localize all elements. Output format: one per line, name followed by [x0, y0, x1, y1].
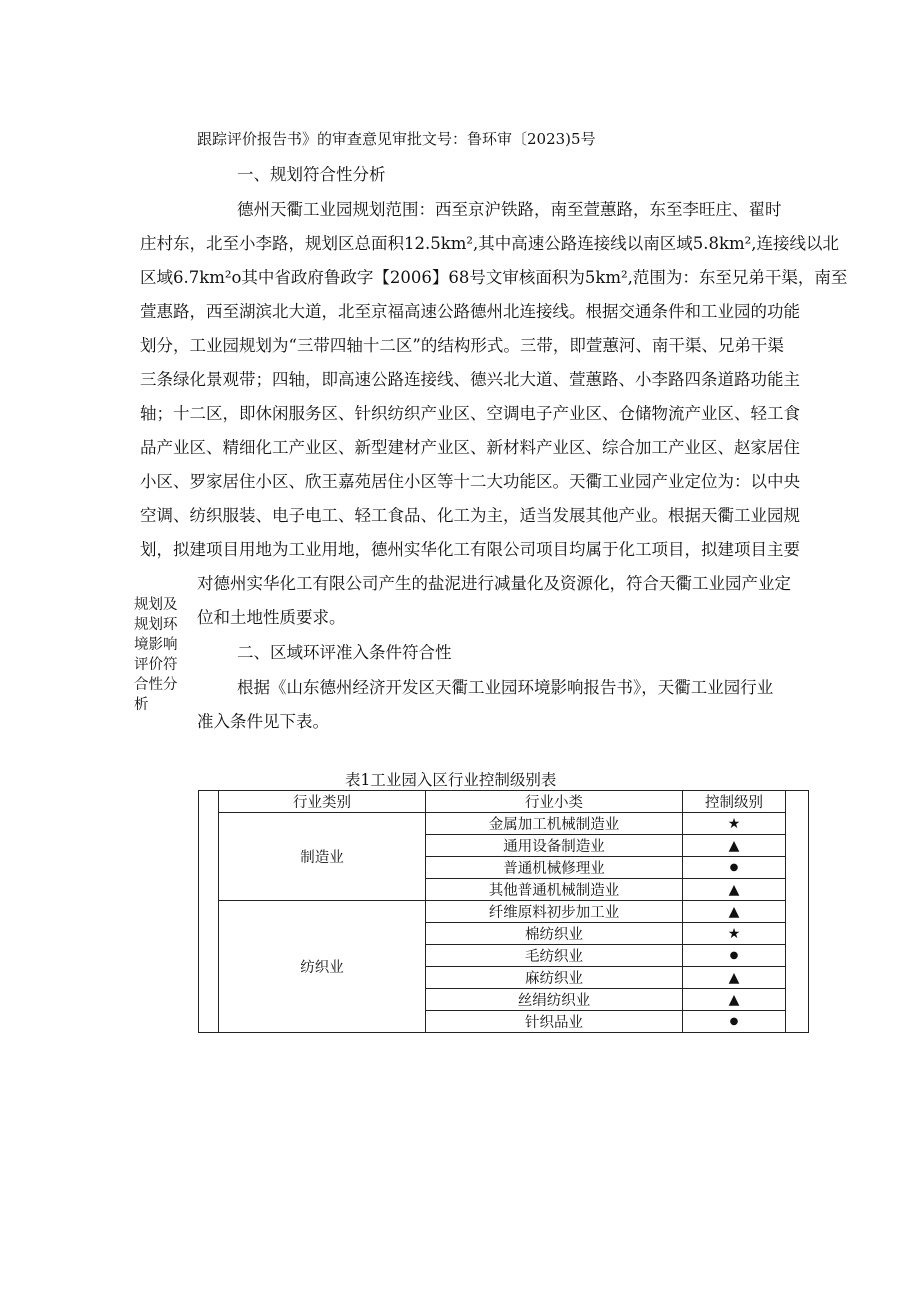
- paragraph-line: 准入条件见下表。: [197, 712, 329, 731]
- control-level-triangle: ▲: [683, 989, 786, 1011]
- side-label-line: 境影响: [134, 637, 178, 653]
- side-label-line: 评价符: [134, 657, 178, 673]
- section-heading-regional: 二、区域环评准入条件符合性: [237, 643, 452, 662]
- category-cell: 纺织业: [219, 901, 426, 1033]
- subcategory-cell: 通用设备制造业: [426, 835, 683, 857]
- control-level-triangle: ▲: [683, 967, 786, 989]
- side-label-line: 规划环: [134, 617, 178, 633]
- section-heading-planning: 一、规划符合性分析: [237, 165, 386, 184]
- control-level-triangle: ▲: [683, 835, 786, 857]
- paragraph-line: 三条绿化景观带；四轴，即高速公路连接线、德兴北大道、萱蕙路、小李路四条道路功能主: [140, 370, 800, 389]
- paragraph-line: 划分，工业园规划为“三带四轴十二区”的结构形式。三带，即萱蕙河、南干渠、兄弟干渠: [140, 336, 784, 355]
- header-control-level: 控制级别: [683, 791, 786, 813]
- subcategory-cell: 其他普通机械制造业: [426, 879, 683, 901]
- table-row: [199, 813, 809, 835]
- table-caption: 表1工业园入区行业控制级别表: [345, 771, 557, 789]
- paragraph-line: 庄村东，北至小李路，规划区总面积12.5km²,其中高速公路连接线以南区域5.8km²,连接线以北: [140, 234, 839, 253]
- subcategory-cell: 针织品业: [426, 1011, 683, 1033]
- paragraph-line: 位和土地性质要求。: [197, 608, 346, 627]
- paragraph-line: 品产业区、精细化工产业区、新型建材产业区、新材料产业区、综合加工产业区、赵家居住: [140, 438, 800, 457]
- header-category: 行业类别: [219, 791, 426, 813]
- blank-right-column: [786, 791, 809, 1033]
- paragraph-line: 空调、纺织服装、电子电工、轻工食品、化工为主，适当发展其他产业。根据天衢工业园规: [140, 506, 800, 525]
- table-header-row: [199, 791, 809, 813]
- subcategory-cell: 毛纺织业: [426, 945, 683, 967]
- paragraph-line: 萱惠路，西至湖滨北大道，北至京福高速公路德州北连接线。根据交通条件和工业园的功能: [140, 302, 800, 321]
- subcategory-cell: 普通机械修理业: [426, 857, 683, 879]
- category-cell: 制造业: [219, 813, 426, 901]
- paragraph-line: 小区、罗家居住小区、欣王嘉苑居住小区等十二大功能区。天衢工业园产业定位为：以中央: [140, 472, 800, 491]
- paragraph-line: 对德州实华化工有限公司产生的盐泥进行减量化及资源化，符合天衢工业园产业定: [197, 574, 791, 593]
- subcategory-cell: 金属加工机械制造业: [426, 813, 683, 835]
- subcategory-cell: 丝绢纺织业: [426, 989, 683, 1011]
- paragraph-line: 根据《山东德州经济开发区天衢工业园环境影响报告书》，天衢工业园行业: [237, 678, 774, 697]
- control-level-star: ★: [683, 923, 786, 945]
- paragraph-line: 区域6.7km²o其中省政府鲁政字【2006】68号文审核面积为5km²,范围为：东至兄弟干渠，南至: [140, 268, 848, 287]
- paragraph-line: 德州天衢工业园规划范围：西至京沪铁路，南至萱蕙路，东至李旺庄、翟时: [237, 200, 782, 219]
- approval-number-line: 跟踪评价报告书》的审查意见审批文号：鲁环审〔2023)5号: [197, 130, 596, 148]
- subcategory-cell: 麻纺织业: [426, 967, 683, 989]
- table-row: [199, 901, 809, 923]
- subcategory-cell: 棉纺织业: [426, 923, 683, 945]
- control-level-dot: ●: [683, 945, 786, 967]
- paragraph-line: 划，拟建项目用地为工业用地，德州实华化工有限公司项目均属于化工项目，拟建项目主要: [140, 540, 800, 559]
- paragraph-line: 轴；十二区，即休闲服务区、针织纺织产业区、空调电子产业区、仓储物流产业区、轻工食: [140, 404, 800, 423]
- control-level-triangle: ▲: [683, 901, 786, 923]
- side-label-line: 合性分: [134, 677, 178, 693]
- side-label-line: 析: [134, 697, 149, 713]
- subcategory-cell: 纤维原料初步加工业: [426, 901, 683, 923]
- header-subcategory: 行业小类: [426, 791, 683, 813]
- control-level-star: ★: [683, 813, 786, 835]
- side-label-line: 规划及: [134, 597, 178, 613]
- blank-left-column: [199, 791, 219, 1033]
- control-level-dot: ●: [683, 857, 786, 879]
- control-level-dot: ●: [683, 1011, 786, 1033]
- control-level-triangle: ▲: [683, 879, 786, 901]
- industry-control-table: [198, 790, 809, 1033]
